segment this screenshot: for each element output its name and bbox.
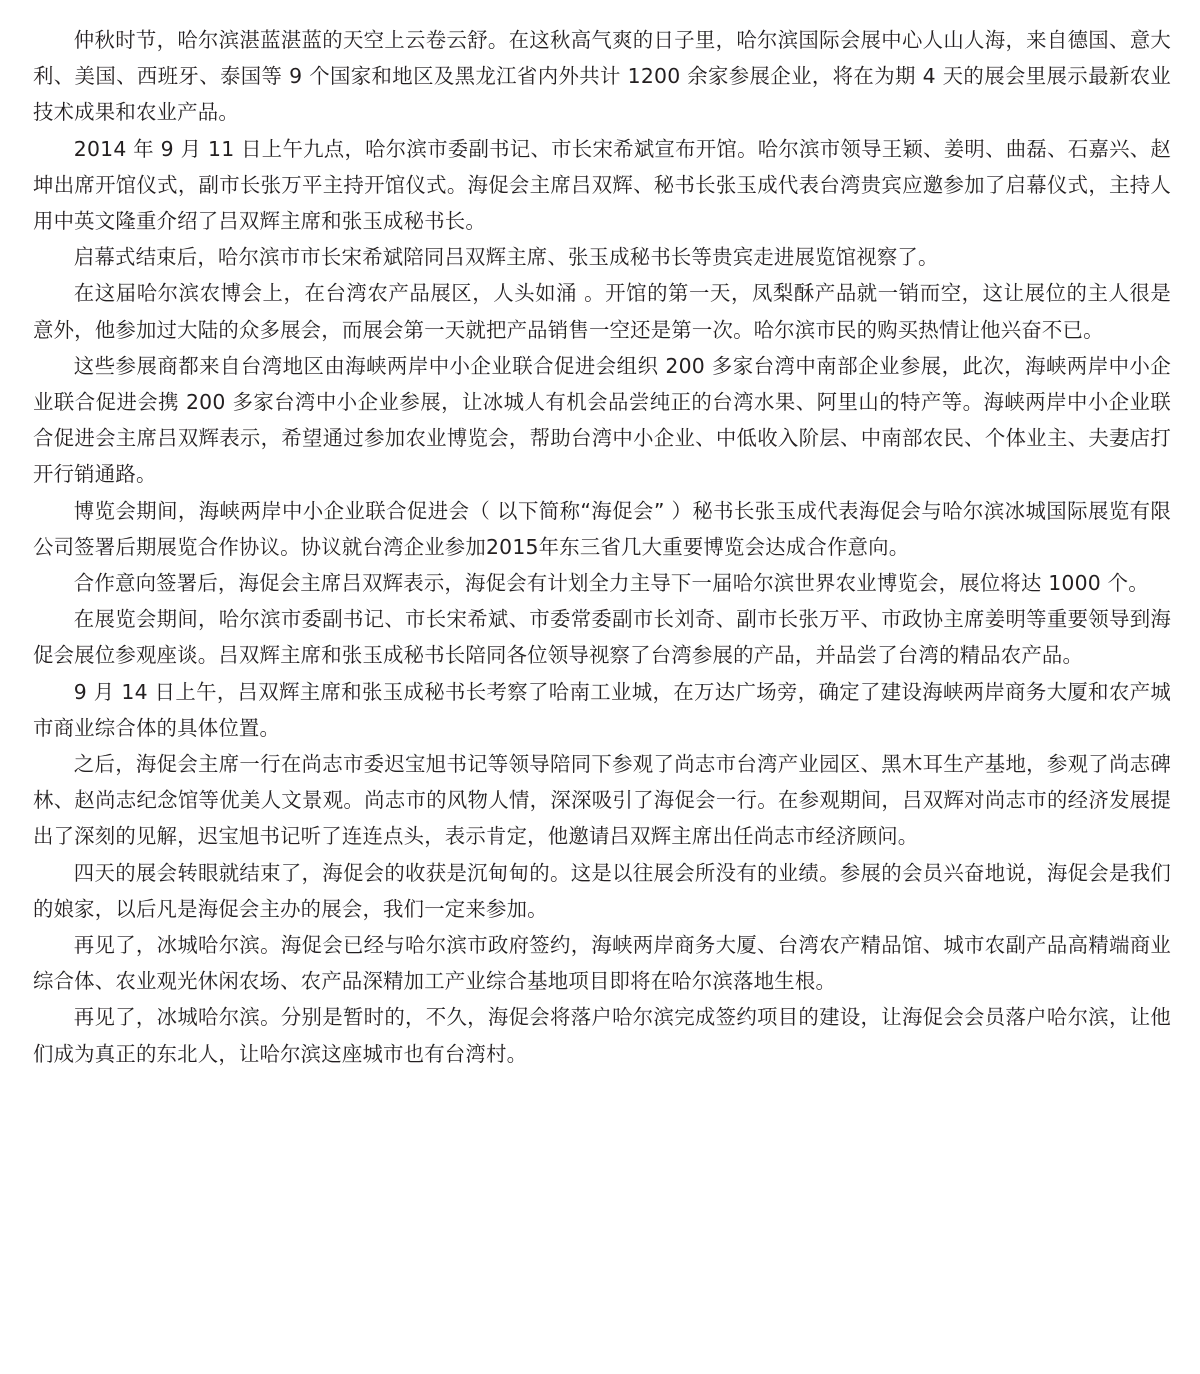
- paragraph: 合作意向签署后，海促会主席吕双辉表示，海促会有计划全力主导下一届哈尔滨世界农业博览会，展位将达 1000 个。: [73, 571, 1149, 596]
- paragraph: 之后，海促会主席一行在尚志市委迟宝旭书记等领导陪同下参观了尚志市台湾产业园区、黑木耳生产基地，参观了尚志碑林、赵尚志纪念馆等优美人文景观。尚志市的风物人情，深深吸引了海促会一行。在参观期间，吕双辉对尚志市的经济发展提出了深刻的见解，迟宝旭书记听了连连点头，表示肯定，他邀请吕双辉主席出任尚志市经济顾问。: [33, 752, 1171, 849]
- paragraph: 这些参展商都来自台湾地区由海峡两岸中小企业联合促进会组织 200 多家台湾中南部企业参展，此次，海峡两岸中小企业联合促进会携 200 多家台湾中小企业参展，让冰城人有机会品尝纯正的台湾水果、阿里山的特产等。海峡两岸中小企业联合促进会主席吕双辉表示，希望通过参加农业博览会，帮助台湾中小企业、中低收入阶层、中南部农民、个体业主、夫妻店打开行销通路。: [33, 353, 1171, 487]
- paragraph: 在展览会期间，哈尔滨市委副书记、市长宋希斌、市委常委副市长刘奇、副市长张万平、市政协主席姜明等重要领导到海促会展位参观座谈。吕双辉主席和张玉成秘书长陪同各位领导视察了台湾参展的产品，并品尝了台湾的精品农产品。: [33, 607, 1171, 668]
- paragraph: 博览会期间，海峡两岸中小企业联合促进会（ 以下简称“海促会” ）秘书长张玉成代表海促会与哈尔滨冰城国际展览有限公司签署后期展览合作协议。协议就台湾企业参加2015年东三省几大重要博览会达成合作意向。: [33, 498, 1171, 559]
- paragraph: 在这届哈尔滨农博会上，在台湾农产品展区，人头如涌 。开馆的第一天，凤梨酥产品就一销而空，这让展位的主人很是意外，他参加过大陆的众多展会，而展会第一天就把产品销售一空还是第一次。哈尔滨市民的购买热情让他兴奋不已。: [33, 281, 1171, 342]
- paragraph: 再见了，冰城哈尔滨。海促会已经与哈尔滨市政府签约，海峡两岸商务大厦、台湾农产精品馆、城市农副产品高精端商业综合体、农业观光休闲农场、农产品深精加工产业综合基地项目即将在哈尔滨落地生根。: [33, 933, 1171, 994]
- paragraph: 四天的展会转眼就结束了，海促会的收获是沉甸甸的。这是以往展会所没有的业绩。参展的会员兴奋地说，海促会是我们的娘家，以后凡是海促会主办的展会，我们一定来参加。: [33, 860, 1171, 921]
- article-body: [33, 22, 1171, 1072]
- paragraph: 9 月 14 日上午，吕双辉主席和张玉成秘书长考察了哈南工业城，在万达广场旁，确定了建设海峡两岸商务大厦和农产城市商业综合体的具体位置。: [33, 679, 1171, 740]
- paragraph: 再见了，冰城哈尔滨。分别是暂时的，不久，海促会将落户哈尔滨完成签约项目的建设，让海促会会员落户哈尔滨，让他们成为真正的东北人，让哈尔滨这座城市也有台湾村。: [33, 1005, 1171, 1066]
- paragraph: 启幕式结束后，哈尔滨市市长宋希斌陪同吕双辉主席、张玉成秘书长等贵宾走进展览馆视察了。: [73, 245, 939, 270]
- paragraph: 2014 年 9 月 11 日上午九点，哈尔滨市委副书记、市长宋希斌宣布开馆。哈尔滨市领导王颖、姜明、曲磊、石嘉兴、赵坤出席开馆仪式，副市长张万平主持开馆仪式。海促会主席吕双辉、秘书长张玉成代表台湾贵宾应邀参加了启幕仪式，主持人用中英文隆重介绍了吕双辉主席和张玉成秘书长。: [33, 136, 1171, 234]
- paragraph: 仲秋时节，哈尔滨湛蓝湛蓝的天空上云卷云舒。在这秋高气爽的日子里，哈尔滨国际会展中心人山人海，来自德国、意大利、美国、西班牙、泰国等 9 个国家和地区及黑龙江省内外共计 1200 余家参展企业，将在为期 4 天的展会里展示最新农业技术成果和农业产品。: [33, 28, 1171, 125]
